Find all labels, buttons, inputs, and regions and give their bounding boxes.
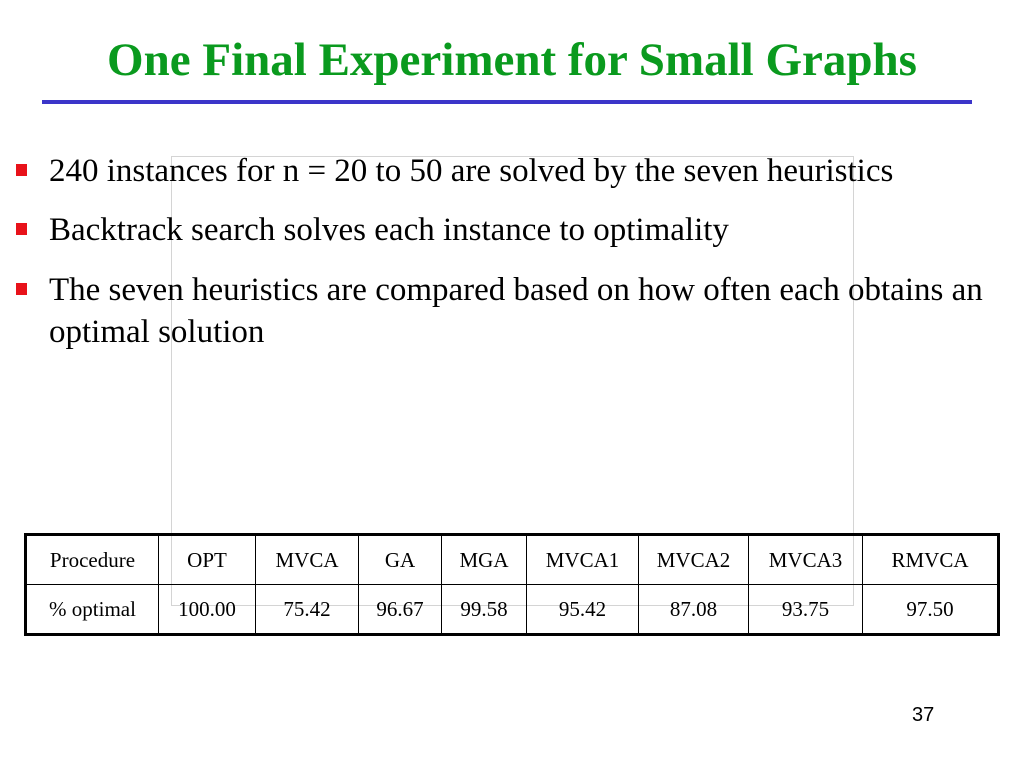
value-cell-mvca1: 95.42 bbox=[527, 585, 639, 635]
square-bullet-icon bbox=[16, 164, 27, 176]
bullet-list bbox=[12, 150, 1012, 353]
header-cell-procedure: Procedure bbox=[26, 535, 159, 585]
header-cell-ga: GA bbox=[359, 535, 442, 585]
results-table bbox=[24, 533, 1000, 636]
slide-number: 37 bbox=[912, 704, 935, 726]
bullet-text: The seven heuristics are compared based on how often each obtains an optimal solution bbox=[49, 272, 983, 350]
header-cell-mvca1: MVCA1 bbox=[527, 535, 639, 585]
bullet-text: Backtrack search solves each instance to optimality bbox=[49, 212, 729, 248]
value-cell-mvca3: 93.75 bbox=[749, 585, 863, 635]
value-cell-ga: 96.67 bbox=[359, 585, 442, 635]
header-cell-mvca3: MVCA3 bbox=[749, 535, 863, 585]
bullet-text: 240 instances for n = 20 to 50 are solved by the seven heuristics bbox=[49, 153, 894, 189]
value-cell-mga: 99.58 bbox=[442, 585, 527, 635]
header-cell-mvca: MVCA bbox=[256, 535, 359, 585]
header-cell-rmvca: RMVCA bbox=[863, 535, 999, 585]
row-label-cell: % optimal bbox=[26, 585, 159, 635]
table-row bbox=[26, 585, 999, 635]
value-cell-rmvca: 97.50 bbox=[863, 585, 999, 635]
square-bullet-icon bbox=[16, 283, 27, 295]
title-underline bbox=[42, 100, 972, 104]
value-cell-opt: 100.00 bbox=[159, 585, 256, 635]
square-bullet-icon bbox=[16, 223, 27, 235]
bullet-item bbox=[12, 150, 1012, 192]
value-cell-mvca: 75.42 bbox=[256, 585, 359, 635]
bullet-item bbox=[12, 269, 1012, 353]
bullet-item bbox=[12, 209, 1012, 251]
value-cell-mvca2: 87.08 bbox=[639, 585, 749, 635]
table-header-row bbox=[26, 535, 999, 585]
header-cell-mga: MGA bbox=[442, 535, 527, 585]
header-cell-mvca2: MVCA2 bbox=[639, 535, 749, 585]
header-cell-opt: OPT bbox=[159, 535, 256, 585]
slide-title: One Final Experiment for Small Graphs bbox=[107, 34, 917, 86]
